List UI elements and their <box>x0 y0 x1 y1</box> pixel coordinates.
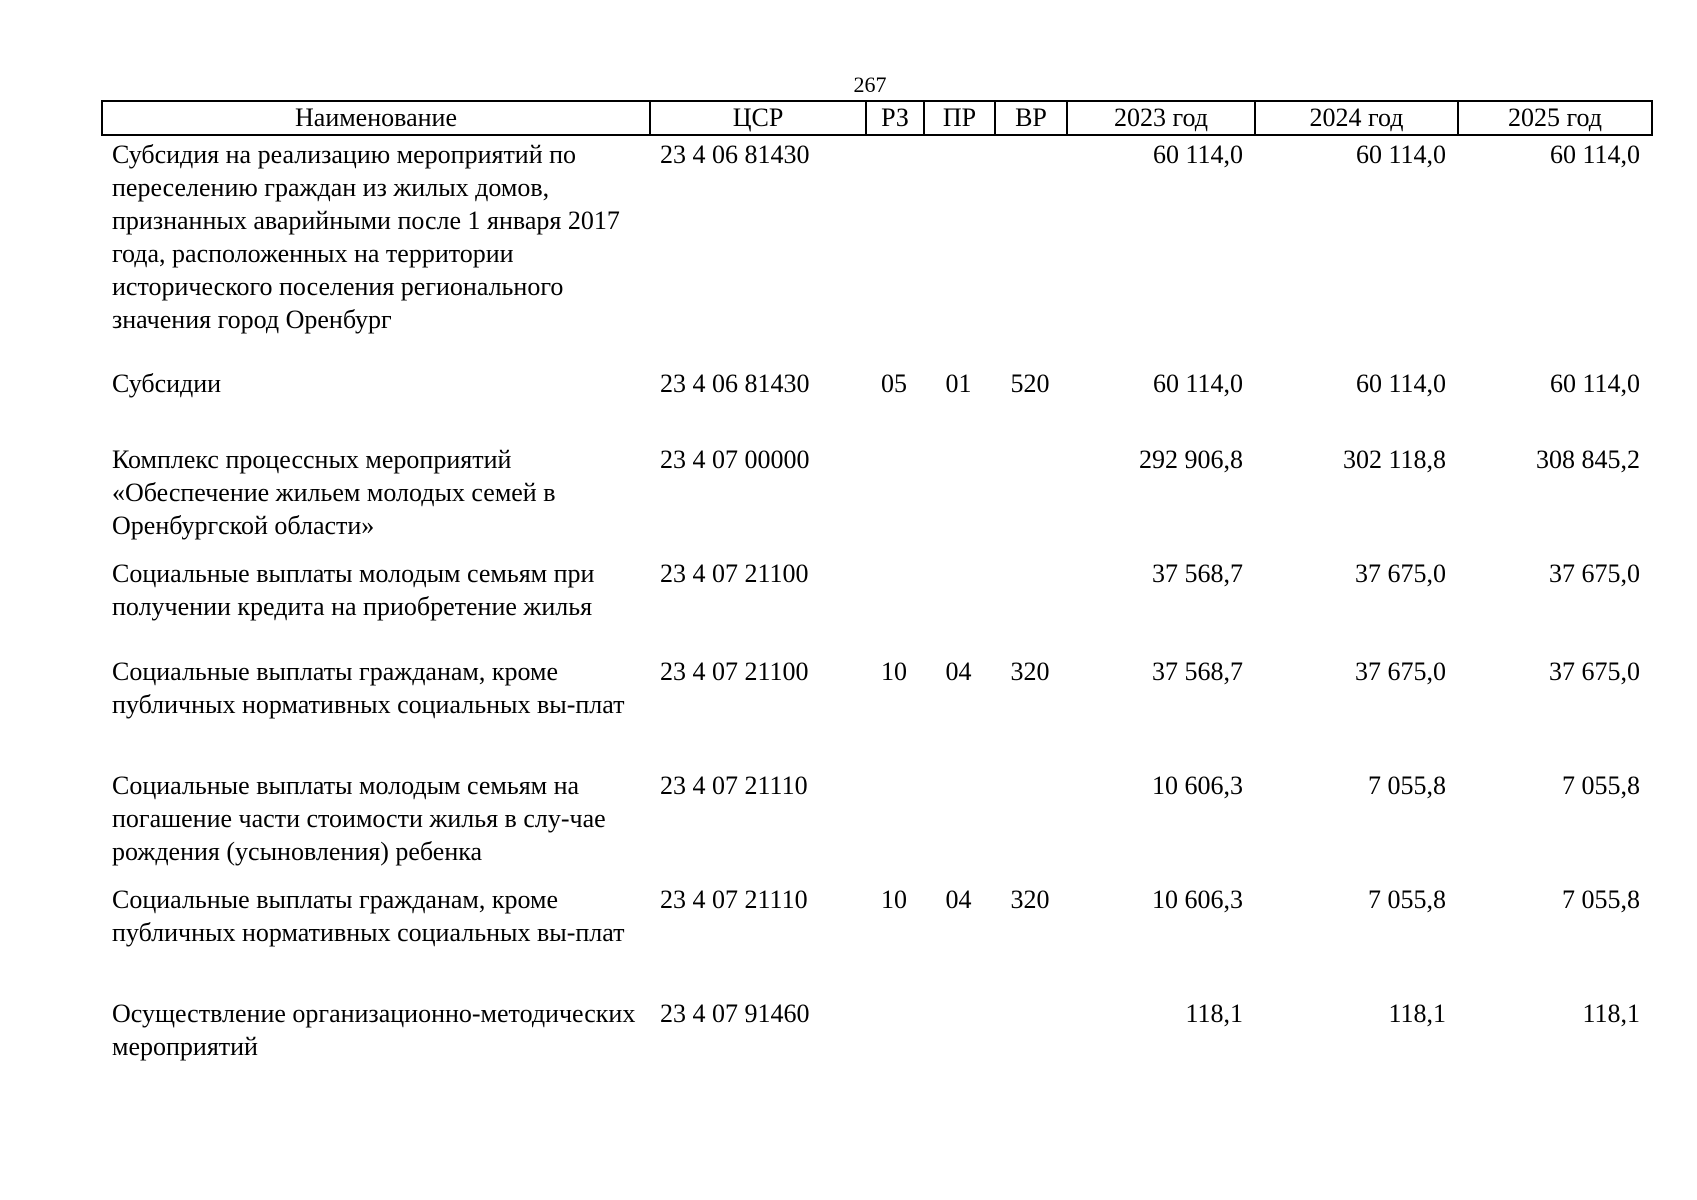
row-2023: 292 906,8 <box>1139 445 1243 474</box>
row-pr <box>924 555 995 653</box>
row-pr <box>924 767 995 881</box>
column-header-name: Наименование <box>102 101 650 135</box>
row-2023: 60 114,0 <box>1152 140 1243 169</box>
row-vr <box>995 767 1067 881</box>
table-row <box>102 441 1652 555</box>
row-csr: 23 4 07 00000 <box>660 445 810 474</box>
row-2025: 7 055,8 <box>1562 885 1640 914</box>
row-2024: 60 114,0 <box>1355 140 1446 169</box>
row-csr: 23 4 07 91460 <box>660 999 810 1028</box>
table-row <box>102 365 1652 441</box>
row-rz <box>866 767 924 881</box>
budget-table <box>101 100 1653 1075</box>
column-header-rz: РЗ <box>866 101 924 135</box>
row-name: Социальные выплаты гражданам, кроме публичных нормативных социальных вы-плат <box>112 885 625 947</box>
row-vr: 320 <box>1010 885 1050 914</box>
table-row <box>102 995 1652 1075</box>
row-2024: 60 114,0 <box>1355 369 1446 398</box>
column-header-2024: 2024 год <box>1255 101 1458 135</box>
row-rz <box>866 555 924 653</box>
row-pr <box>924 441 995 555</box>
table-row <box>102 653 1652 767</box>
row-2023: 60 114,0 <box>1152 369 1243 398</box>
row-2023: 118,1 <box>1185 999 1243 1028</box>
table-row <box>102 555 1652 653</box>
row-vr <box>995 441 1067 555</box>
row-vr <box>995 995 1067 1075</box>
page-number: 267 <box>853 72 887 97</box>
row-name: Социальные выплаты гражданам, кроме публичных нормативных социальных вы-плат <box>112 657 625 719</box>
row-csr: 23 4 06 81430 <box>660 140 810 169</box>
row-2025: 118,1 <box>1582 999 1640 1028</box>
row-2024: 37 675,0 <box>1355 657 1446 686</box>
column-header-2025: 2025 год <box>1458 101 1652 135</box>
row-2024: 7 055,8 <box>1368 771 1446 800</box>
row-csr: 23 4 07 21110 <box>660 771 808 800</box>
row-name: Социальные выплаты молодым семьям на погашение части стоимости жилья в слу-чае рождения (усыновления) ребенка <box>112 771 606 866</box>
table-header-row <box>102 101 1652 135</box>
row-csr: 23 4 07 21100 <box>660 559 809 588</box>
row-2025: 60 114,0 <box>1549 140 1640 169</box>
row-2025: 308 845,2 <box>1536 445 1640 474</box>
column-header-2023: 2023 год <box>1067 101 1255 135</box>
row-2024: 37 675,0 <box>1355 559 1446 588</box>
column-header-vr: ВР <box>995 101 1067 135</box>
row-pr <box>924 995 995 1075</box>
row-name: Осуществление организационно-методических мероприятий <box>112 999 636 1061</box>
row-name: Субсидии <box>112 369 222 398</box>
row-pr <box>924 135 995 365</box>
row-2023: 10 606,3 <box>1152 885 1243 914</box>
row-2024: 118,1 <box>1388 999 1446 1028</box>
row-csr: 23 4 06 81430 <box>660 369 810 398</box>
row-csr: 23 4 07 21110 <box>660 885 808 914</box>
row-pr: 04 <box>945 657 972 686</box>
row-2025: 37 675,0 <box>1549 657 1640 686</box>
row-rz <box>866 441 924 555</box>
row-2025: 60 114,0 <box>1549 369 1640 398</box>
row-rz: 10 <box>881 885 907 914</box>
row-2023: 37 568,7 <box>1152 657 1243 686</box>
row-name: Комплекс процессных мероприятий «Обеспечение жильем молодых семей в Оренбургской области» <box>112 445 556 540</box>
row-2025: 7 055,8 <box>1562 771 1640 800</box>
row-rz <box>866 995 924 1075</box>
row-vr <box>995 135 1067 365</box>
row-2024: 7 055,8 <box>1368 885 1446 914</box>
row-pr: 01 <box>945 369 972 398</box>
row-2024: 302 118,8 <box>1342 445 1446 474</box>
row-2025: 37 675,0 <box>1549 559 1640 588</box>
row-vr <box>995 555 1067 653</box>
column-header-pr: ПР <box>924 101 995 135</box>
row-name: Социальные выплаты молодым семьям при получении кредита на приобретение жилья <box>112 559 595 621</box>
row-rz: 10 <box>881 657 907 686</box>
row-rz <box>866 135 924 365</box>
row-name: Субсидия на реализацию мероприятий по переселению граждан из жилых домов, признанных аварийными после 1 января 2017 года, расположенных на территории исторического поселения регионального значения город Оренбург <box>112 140 620 334</box>
row-csr: 23 4 07 21100 <box>660 657 809 686</box>
table-row <box>102 135 1652 365</box>
row-2023: 10 606,3 <box>1152 771 1243 800</box>
row-rz: 05 <box>881 369 907 398</box>
table-row <box>102 767 1652 881</box>
row-vr: 320 <box>1010 657 1050 686</box>
column-header-csr: ЦСР <box>650 101 866 135</box>
row-2023: 37 568,7 <box>1152 559 1243 588</box>
row-pr: 04 <box>945 885 972 914</box>
table-row <box>102 881 1652 995</box>
row-vr: 520 <box>1010 369 1050 398</box>
